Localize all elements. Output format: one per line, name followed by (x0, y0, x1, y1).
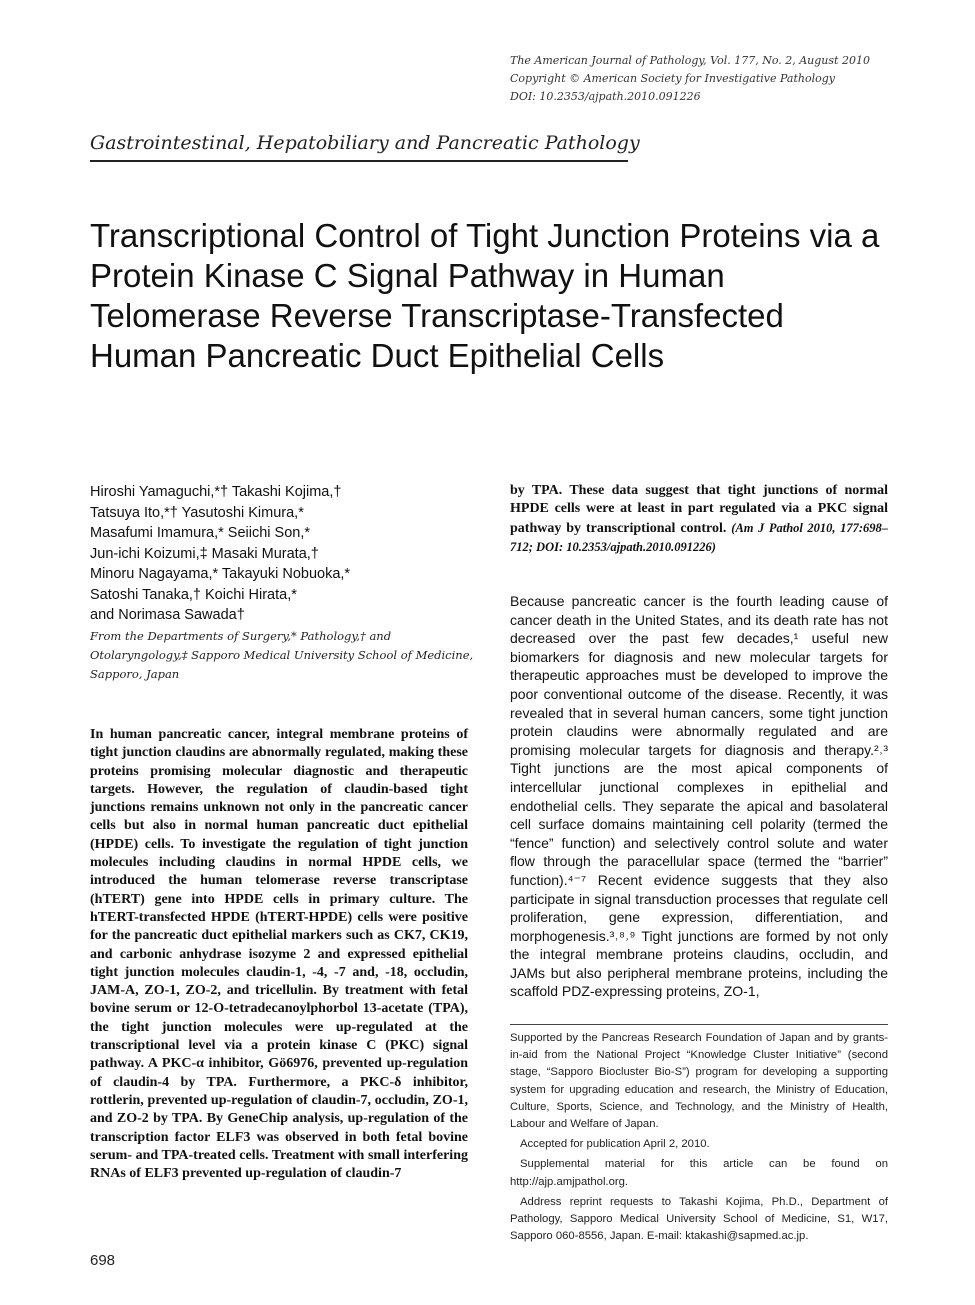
author-line: Masafumi Imamura,* Seiichi Son,* (90, 525, 310, 541)
funding-note: Supported by the Pancreas Research Foundation of Japan and by grants-in-aid from the National Project “Knowledge Cluster Initiative” (second stage, “Sapporo Biocluster Bio-S”) program for developing a supporting system for upgrading education and research, the Ministry of Education, Culture, Sports, Science, and Technology, and the Ministry of Health, Labour and Welfare of Japan. (510, 1032, 888, 1131)
affiliation (90, 627, 480, 684)
author-line: Minoru Nagayama,* Takayuki Nobuoka,* (90, 566, 351, 582)
footnote-divider (510, 1024, 888, 1025)
affiliation-line: Sapporo, Japan (90, 667, 180, 681)
article-title: Transcriptional Control of Tight Junction Proteins via a Protein Kinase C Signal Pathway in Human Telomerase Reverse Transcriptase-Transfected Human Pancreatic Duct Epithelial Cells (90, 217, 880, 374)
author-line: and Norimasa Sawada† (90, 607, 245, 623)
abstract-column-1: In human pancreatic cancer, integral membrane proteins of tight junction claudins are abnormally regulated, making these proteins promising molecular diagnostic and therapeutic targets. However, the regulation of claudin-based tight junctions remains unknown not only in the pancreatic cancer cells but also in normal human pancreatic duct epithelial (HPDE) cells. To investigate the regulation of tight junction molecules including claudins in normal HPDE cells, we introduced the human telomerase reverse transcriptase (hTERT) gene into HPDE cells in primary culture. The hTERT-transfected HPDE (hTERT-HPDE) cells were positive for the pancreatic duct epithelial markers such as CK7, CK19, and carbonic anhydrase isozyme 2 and expressed epithelial tight junction molecules claudin-1, -4, -7 and, -18, occludin, JAM-A, ZO-1, ZO-2, and tricellulin. By treatment with fetal bovine serum or 12-O-tetradecanoylphorbol 13-acetate (TPA), the tight junction molecules were up-regulated at the transcriptional level via a protein kinase C (PKC) signal pathway. A PKC-α inhibitor, Gö6976, prevented up-regulation of claudin-4 by TPA. Furthermore, a PKC-δ inhibitor, rottlerin, prevented up-regulation of claudin-7, occludin, ZO-1, and ZO-2 by TPA. By GeneChip analysis, up-regulation of the transcription factor ELF3 was observed in both fetal bovine serum- and TPA-treated cells. Treatment with small interfering RNAs of ELF3 prevented up-regulation of claudin-7 (90, 727, 468, 1182)
affiliation-line: From the Departments of Surgery,* Pathology,† and (90, 629, 392, 643)
journal-doi: DOI: 10.2353/ajpath.2010.091226 (510, 90, 701, 103)
page-number: 698 (90, 1252, 116, 1269)
journal-citation: The American Journal of Pathology, Vol. 177, No. 2, August 2010 (510, 54, 870, 67)
supplemental-note: Supplemental material for this article can be found on http://ajp.amjpathol.org. (510, 1158, 888, 1188)
abstract-column-2 (510, 482, 888, 557)
abstract-continuation: by TPA. These data suggest that tight junctions of normal HPDE cells were at least in part regulated via a PKC signal pathway by transcriptional control. (510, 483, 888, 536)
journal-copyright: Copyright © American Society for Investigative Pathology (510, 72, 835, 85)
author-line: Satoshi Tanaka,† Koichi Hirata,* (90, 586, 297, 603)
author-list (90, 482, 490, 626)
section-heading: Gastrointestinal, Hepatobiliary and Pancreatic Pathology (90, 132, 640, 154)
reprint-note: Address reprint requests to Takashi Kojima, Ph.D., Department of Pathology, Sapporo Medical University School of Medicine, S1, W17, Sapporo 060-8556, Japan. E-mail: ktakashi@sapmed.ac.jp. (510, 1195, 888, 1243)
author-line: Jun-ichi Koizumi,‡ Masaki Murata,† (90, 545, 319, 562)
section-divider (90, 160, 628, 162)
affiliation-line: Otolaryngology,‡ Sapporo Medical University School of Medicine, (90, 648, 474, 662)
body-text: Because pancreatic cancer is the fourth leading cause of cancer death in the United States, and its death rate has not decreased over the past few decades,¹ useful new biomarkers for diagnosis and new molecular targets for therapeutic approaches must be developed to improve the poor conventional outcome of the disease. Recently, it was revealed that in several human cancers, some tight junction protein claudins were abnormally regulated and are promising molecular targets for diagnosis and therapy.²˒³ Tight junctions are the most apical components of intercellular junctional complexes in epithelial and endothelial cells. They separate the apical and basolateral cell surface domains maintaining cell polarity (termed the “fence” function) and selectively control solute and water flow through the paracellular space (termed the “barrier” function).⁴⁻⁷ Recent evidence suggests that they also participate in signal transduction processes that regulate cell proliferation, gene expression, differentiation, and morphogenesis.³˒⁸˒⁹ Tight junctions are formed by not only the integral membrane proteins claudins, occludin, and JAMs but also peripheral membrane proteins, including the scaffold PDZ-expressing proteins, ZO-1, (510, 593, 888, 1000)
footnotes (510, 1030, 888, 1248)
author-line: Tatsuya Ito,*† Yasutoshi Kimura,* (90, 504, 304, 521)
author-line: Hiroshi Yamaguchi,*† Takashi Kojima,† (90, 484, 342, 500)
accepted-note: Accepted for publication April 2, 2010. (520, 1138, 710, 1151)
abstract-citation: (Am J Pathol 2010, 177:698–712; DOI: 10.2353/ajpath.2010.091226) (510, 520, 889, 554)
journal-header (510, 52, 930, 106)
